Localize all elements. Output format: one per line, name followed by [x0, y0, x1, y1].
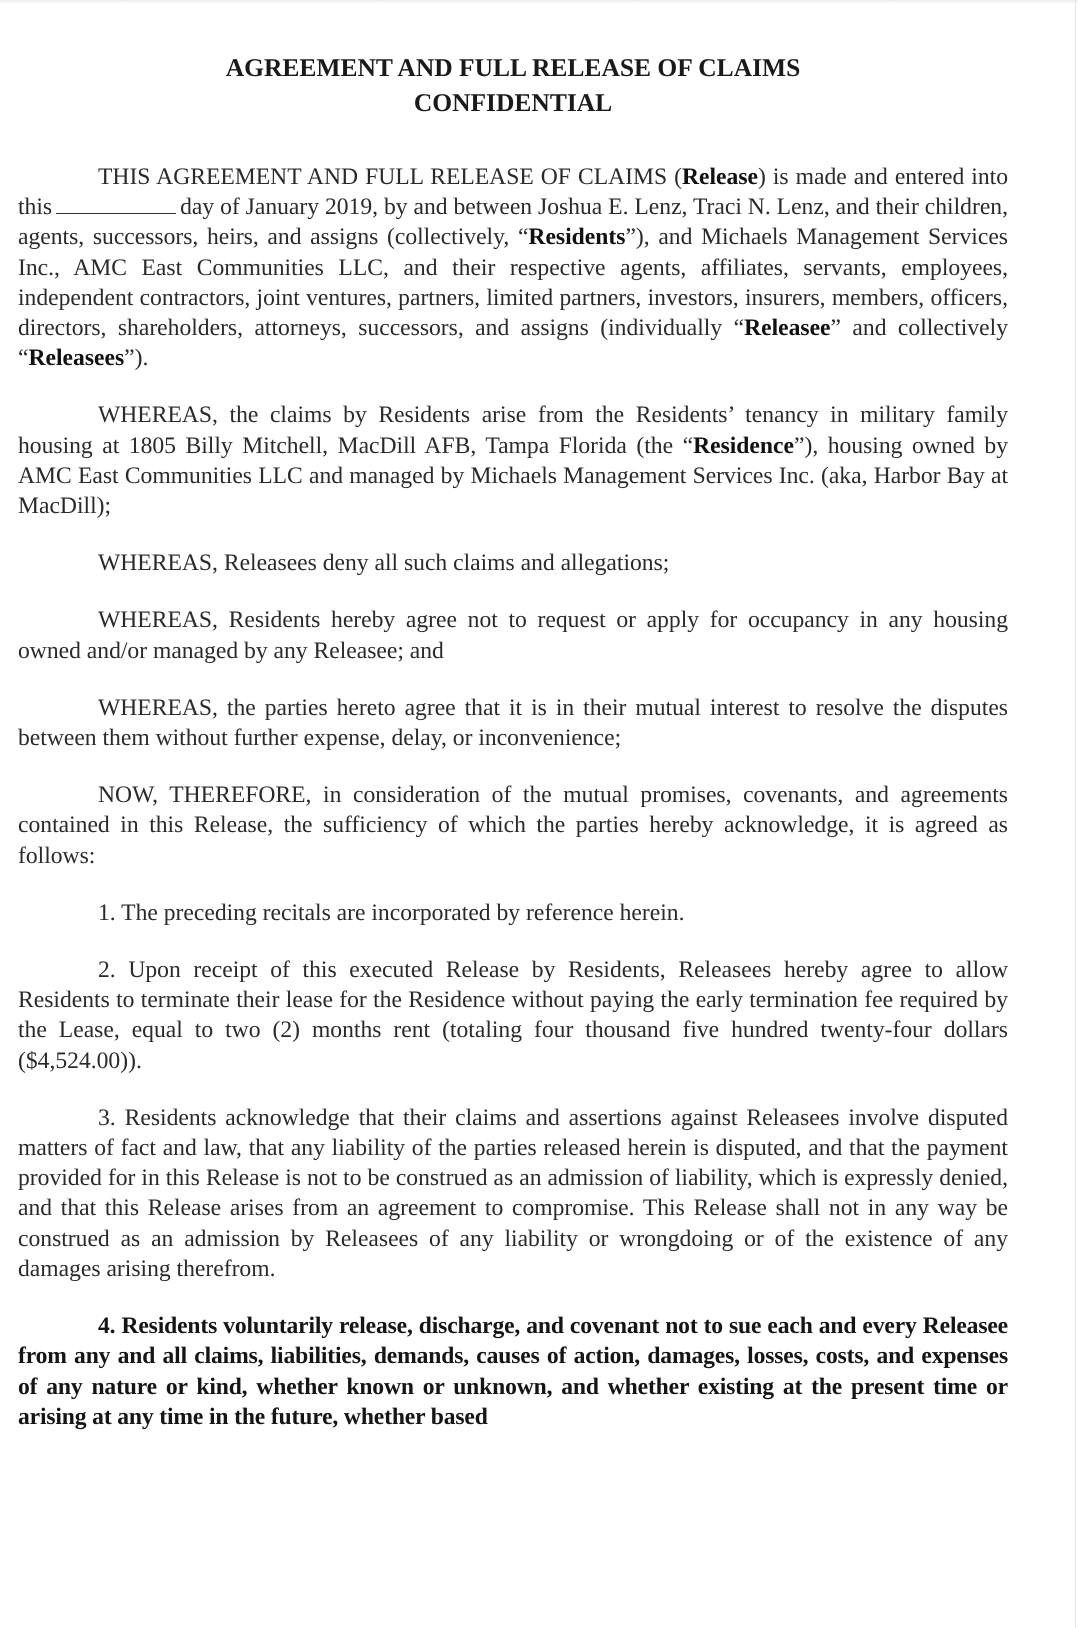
document-page[interactable]	[18, 50, 1008, 1432]
residents-defined-term: Residents	[528, 224, 626, 251]
clause-1: 1. The preceding recitals are incorporated by reference herein.	[98, 899, 685, 926]
intro-text-2: ) is made and entered into this	[18, 164, 1008, 221]
intro-text-3: day of January 2019, by and between Joshua E. Lenz, Traci N. Lenz, and their children, agents, successors, heirs, and assigns (collectively, “	[18, 194, 1008, 251]
now-therefore-paragraph: NOW, THEREFORE, in consideration of the mutual promises, covenants, and agreements contained in this Release, the sufficiency of which the parties hereby acknowledge, it is agreed as follows:	[18, 782, 1008, 869]
clause-4: 4. Residents voluntarily release, discharge, and covenant not to sue each and every Releasee from any and all claims, liabilities, demands, causes of action, damages, losses, costs, and expenses of any nature or kind, whether known or unknown, and whether existing at the present time or arising at any time in the future, whether based	[18, 1313, 1008, 1430]
intro-text-5: ” and collectively “	[18, 315, 1008, 372]
date-blank-line	[56, 193, 176, 214]
releasee-defined-term: Releasee	[744, 315, 831, 342]
intro-text-1: THIS AGREEMENT AND FULL RELEASE OF CLAIMS (	[98, 164, 682, 190]
whereas-deny-paragraph: WHEREAS, Releasees deny all such claims and allegations;	[98, 550, 670, 577]
release-defined-term: Release	[681, 164, 758, 190]
whereas-occupancy-paragraph: WHEREAS, Residents hereby agree not to request or apply for occupancy in any housing owned and/or managed by any Releasee; and	[18, 607, 1008, 664]
title-line-2: CONFIDENTIAL	[413, 88, 613, 117]
clause-2: 2. Upon receipt of this executed Release by Residents, Releasees hereby agree to allow Residents to terminate their lease for the Residence without paying the early termination fee required by the Lease, equal to two (2) months rent (totaling four thousand five hundred twenty-four dollars ($4,524.00)).	[18, 957, 1008, 1074]
intro-paragraph	[18, 162, 1008, 373]
intro-text-6: ”).	[124, 345, 149, 372]
whereas-residence-text-2: ”), housing owned by AMC East Communities LLC and managed by Michaels Management Services Inc. (aka, Harbor Bay at MacDill);	[18, 432, 1008, 520]
releasees-defined-term: Releasees	[28, 345, 125, 372]
whereas-residence-paragraph	[18, 400, 1008, 521]
title-line-1: AGREEMENT AND FULL RELEASE OF CLAIMS	[225, 53, 801, 82]
clause-3: 3. Residents acknowledge that their claims and assertions against Releasees involve disputed matters of fact and law, that any liability of the parties released herein is disputed, and that the payment provided for in this Release is not to be construed as an admission of liability, which is expressly denied, and that this Release arises from an agreement to compromise. This Release shall not in any way be construed as an admission by Releasees of any liability or wrongdoing or of the existence of any damages arising therefrom.	[18, 1104, 1008, 1282]
residence-defined-term: Residence	[693, 432, 794, 459]
intro-text-4: ”), and Michaels Management Services Inc., AMC East Communities LLC, and their respective agents, affiliates, servants, employees, independent contractors, joint ventures, partners, limited partners, investors, insurers, members, officers, directors, shareholders, attorneys, successors, and assigns (individually “	[18, 224, 1008, 342]
whereas-residence-text-1: WHEREAS, the claims by Residents arise from the Residents’ tenancy in military family housing at 1805 Billy Mitchell, MacDill AFB, Tampa Florida (the “	[18, 402, 1008, 459]
page-edge	[1075, 0, 1076, 1628]
whereas-mutual-interest-paragraph: WHEREAS, the parties hereto agree that it is in their mutual interest to resolve the disputes between them without further expense, delay, or inconvenience;	[18, 694, 1008, 752]
document-title	[18, 50, 1008, 120]
top-edge-shadow	[0, 0, 1078, 4]
